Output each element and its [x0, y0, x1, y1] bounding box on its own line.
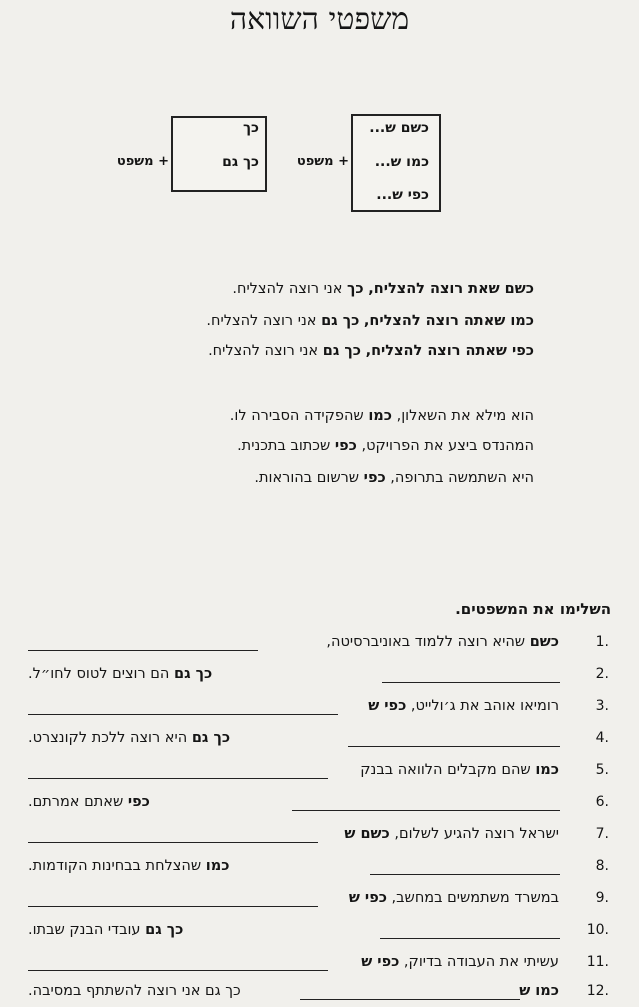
exercise-sentence: כך גם עובדי הבנק שבתו. [28, 922, 184, 938]
exercise-number: 6. [595, 794, 609, 810]
exercise-sentence: כמו ש [519, 983, 559, 999]
exercise-number: 7. [595, 826, 609, 842]
diagram-plus-clause: + משפט [296, 154, 349, 169]
diagram-option: כמו ש... [374, 154, 429, 170]
exercise-number: 11. [586, 954, 609, 970]
diagram-option: כפי ש... [376, 187, 429, 203]
exercise-sentence: כך גם הם רוצים לטוס לחו״ל. [28, 666, 213, 682]
exercise-sentence: רומיאו אוהב את ג׳ולייט, כפי ש [368, 698, 559, 714]
answer-blank[interactable] [28, 778, 328, 779]
example-sentence: היא השתמשה בתרופה, כפי שרשום בהוראות. [254, 470, 534, 486]
answer-blank[interactable] [300, 999, 520, 1000]
answer-blank[interactable] [28, 714, 338, 715]
exercise-number: 9. [595, 890, 609, 906]
example-sentence: כמו שאתה רוצה להצליח, כך גם אני רוצה להצליח. [206, 313, 534, 329]
example-sentence: כפי שאתה רוצה להצליח, כך גם אני רוצה להצליח. [208, 343, 534, 359]
answer-blank[interactable] [28, 650, 258, 651]
exercise-number: 4. [595, 730, 609, 746]
exercise-sentence: כמו שהם מקבלים הלוואה בבנק [360, 762, 559, 778]
exercise-sentence: כשם שהיא רוצה ללמוד באוניברסיטה, [326, 634, 559, 650]
exercise-row [0, 794, 639, 818]
exercise-number: 10. [586, 922, 609, 938]
exercise-row [0, 922, 639, 946]
example-sentence: המהנדס ביצע את הפרויקט, כפי שכתוב בתכנית. [237, 438, 534, 454]
exercise-number: 12. [586, 983, 609, 999]
exercise-row [0, 954, 639, 978]
answer-blank[interactable] [28, 906, 318, 907]
answer-blank[interactable] [28, 970, 328, 971]
diagram-option: כך גם [222, 154, 259, 170]
exercise-sentence: עשיתי את העבודה בדיוק, כפי ש [361, 954, 559, 970]
exercise-number: 5. [595, 762, 609, 778]
exercise-row [0, 666, 639, 690]
exercise-number: 1. [595, 634, 609, 650]
example-sentence: הוא מילא את השאלון, כמו שהפקידה הסבירה לו. [229, 408, 534, 424]
exercise-sentence: כפי שאתם אמרתם. [28, 794, 150, 810]
answer-blank[interactable] [28, 842, 318, 843]
exercise-heading: השלימו את המשפטים. [455, 600, 611, 618]
exercise-sentence: במשרד משתמשים במחשב, כפי ש [348, 890, 559, 906]
answer-blank[interactable] [380, 938, 560, 939]
exercise-row [0, 698, 639, 722]
exercise-number: 8. [595, 858, 609, 874]
answer-blank[interactable] [382, 682, 560, 683]
answer-blank[interactable] [292, 810, 560, 811]
answer-blank[interactable] [348, 746, 560, 747]
exercise-row [0, 634, 639, 658]
diagram-option: כשם ש... [369, 120, 429, 136]
diagram-plus-clause: + משפט [116, 154, 169, 169]
example-sentence: כשם שאת רוצה להצליח, כך אני רוצה להצליח. [232, 281, 534, 297]
diagram-option: כך [242, 120, 259, 136]
exercise-row [0, 762, 639, 786]
page-title: משפטי השוואה [229, 2, 410, 37]
exercise-row [0, 730, 639, 754]
exercise-number: 2. [595, 666, 609, 682]
exercise-row [0, 890, 639, 914]
answer-blank[interactable] [370, 874, 560, 875]
exercise-sentence: כמו שהצלחת בבחינות הקודמות. [28, 858, 230, 874]
exercise-row [0, 826, 639, 850]
exercise-sentence-tail: כך גם אני רוצה להשתתף במסיבה. [28, 983, 241, 999]
exercise-sentence: כך גם היא רוצה ללכת לקונצרט. [28, 730, 231, 746]
exercise-sentence: ישראל רוצה להגיע לשלום, כשם ש [344, 826, 559, 842]
exercise-row [0, 983, 639, 1007]
exercise-row [0, 858, 639, 882]
exercise-number: 3. [595, 698, 609, 714]
